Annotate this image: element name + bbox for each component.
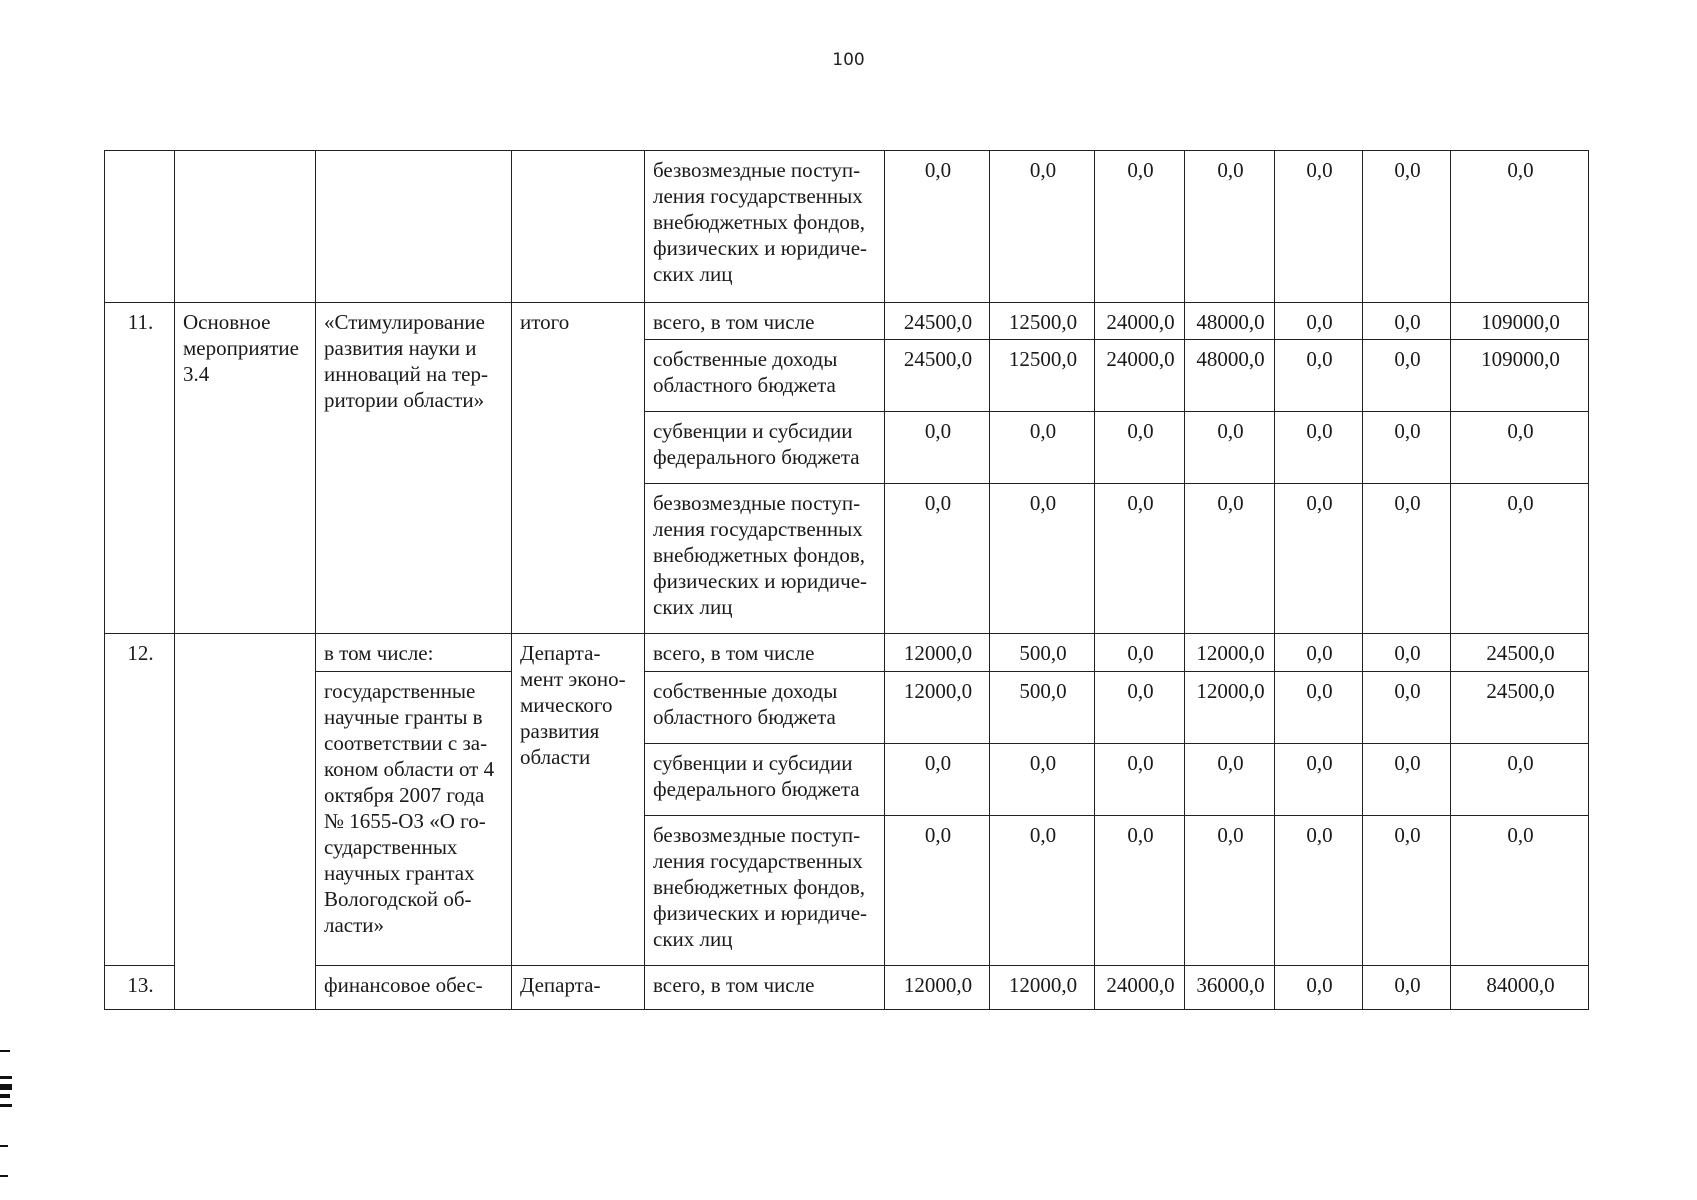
table-row-13 <box>105 966 1589 1010</box>
cell-value: 0,0 <box>1363 412 1451 484</box>
cell-value: 0,0 <box>1363 303 1451 340</box>
cell-value: 0,0 <box>1363 816 1451 966</box>
cell-value-total: 0,0 <box>1451 412 1589 484</box>
cell-value-total: 0,0 <box>1451 484 1589 634</box>
cell-value: 0,0 <box>1095 816 1185 966</box>
cell-value: 0,0 <box>885 816 990 966</box>
cell-value: 24500,0 <box>885 303 990 340</box>
cell-name: «Стимулирование развития науки и инноваций на тер- ритории области» <box>316 303 512 634</box>
cell-source-label: субвенции и субсидии федерального бюджета <box>645 412 885 484</box>
cell-num: 12. <box>105 634 175 966</box>
table-row-12 <box>105 634 1589 672</box>
cell-source-label: безвозмездные поступ- ления государственных внебюджетных фондов, физических и юридиче- ских лиц <box>645 816 885 966</box>
table-row-12-own-income <box>105 672 1589 744</box>
cell-value: 0,0 <box>885 151 990 303</box>
cell-value: 0,0 <box>990 412 1095 484</box>
cell-value: 12500,0 <box>990 340 1095 412</box>
cell-name: государственные научные гранты в соответствии с за- коном области от 4 октября 2007 года № 1655-ОЗ «О го- сударственных научных грантах Вологодской об- ласти» <box>316 672 512 966</box>
cell-source-label: субвенции и субсидии федерального бюджета <box>645 744 885 816</box>
cell-value-total: 24500,0 <box>1451 672 1589 744</box>
cell-value: 12000,0 <box>885 966 990 1010</box>
cell-value: 24000,0 <box>1095 966 1185 1010</box>
cell-value: 12500,0 <box>990 303 1095 340</box>
cell-value: 0,0 <box>1095 412 1185 484</box>
cell-value-total: 0,0 <box>1451 744 1589 816</box>
cell-value: 24500,0 <box>885 340 990 412</box>
cell-source-label: безвозмездные поступ- ления государственных внебюджетных фондов, физических и юридиче- ских лиц <box>645 484 885 634</box>
cell-executor: Департа- мент эконо- мического развития области <box>512 634 645 966</box>
cell-value: 0,0 <box>1363 966 1451 1010</box>
cell-executor: итого <box>512 303 645 634</box>
cell-value: 0,0 <box>1363 151 1451 303</box>
cell-value: 0,0 <box>1363 672 1451 744</box>
cell-value: 0,0 <box>885 484 990 634</box>
cell-source-label: всего, в том числе <box>645 634 885 672</box>
cell-value: 0,0 <box>1275 634 1363 672</box>
cell-value: 12000,0 <box>1185 672 1275 744</box>
cell-value: 0,0 <box>1275 966 1363 1010</box>
cell-source-label: всего, в том числе <box>645 966 885 1010</box>
cell-value: 0,0 <box>1363 484 1451 634</box>
cell-value: 0,0 <box>1185 816 1275 966</box>
cell-num: 11. <box>105 303 175 634</box>
cell-value: 0,0 <box>1275 303 1363 340</box>
cell-value: 0,0 <box>885 744 990 816</box>
cell-value: 0,0 <box>1095 744 1185 816</box>
page-number: 100 <box>832 50 865 70</box>
cell-value: 24000,0 <box>1095 340 1185 412</box>
cell-executor <box>512 151 645 303</box>
cell-value: 500,0 <box>990 634 1095 672</box>
cell-value: 0,0 <box>1185 484 1275 634</box>
cell-value: 0,0 <box>1095 672 1185 744</box>
cell-source-label: собственные доходы областного бюджета <box>645 340 885 412</box>
cell-value: 0,0 <box>1185 412 1275 484</box>
cell-value: 0,0 <box>1275 672 1363 744</box>
cell-name <box>316 151 512 303</box>
cell-value-total: 109000,0 <box>1451 340 1589 412</box>
cell-value: 12000,0 <box>885 672 990 744</box>
cell-value: 0,0 <box>1185 744 1275 816</box>
cell-value: 36000,0 <box>1185 966 1275 1010</box>
cell-value: 0,0 <box>1275 151 1363 303</box>
cell-value: 0,0 <box>990 816 1095 966</box>
cell-value: 48000,0 <box>1185 303 1275 340</box>
cell-value: 0,0 <box>1095 484 1185 634</box>
cell-value: 0,0 <box>1095 151 1185 303</box>
cell-value: 0,0 <box>1275 816 1363 966</box>
cell-num <box>105 151 175 303</box>
cell-value-total: 24500,0 <box>1451 634 1589 672</box>
table-row-11 <box>105 303 1589 340</box>
cell-value: 500,0 <box>990 672 1095 744</box>
cell-status: Основное мероприятие 3.4 <box>175 303 316 634</box>
cell-name: финансовое обес- <box>316 966 512 1010</box>
cell-value: 0,0 <box>1275 340 1363 412</box>
cell-executor: Департа- <box>512 966 645 1010</box>
cell-source-label: собственные доходы областного бюджета <box>645 672 885 744</box>
cell-value: 12000,0 <box>1185 634 1275 672</box>
cell-value: 0,0 <box>990 484 1095 634</box>
cell-value: 0,0 <box>1185 151 1275 303</box>
cell-num: 13. <box>105 966 175 1010</box>
cell-value: 12000,0 <box>990 966 1095 1010</box>
cell-value-total: 84000,0 <box>1451 966 1589 1010</box>
cell-source-label: всего, в том числе <box>645 303 885 340</box>
cell-status <box>175 634 316 1010</box>
cell-value: 0,0 <box>885 412 990 484</box>
budget-table <box>104 150 1589 1010</box>
cell-value: 0,0 <box>1275 412 1363 484</box>
cell-value-total: 109000,0 <box>1451 303 1589 340</box>
scan-edge-marks <box>0 1050 12 1190</box>
cell-value: 0,0 <box>1095 634 1185 672</box>
cell-value: 12000,0 <box>885 634 990 672</box>
cell-value: 24000,0 <box>1095 303 1185 340</box>
cell-value-total: 0,0 <box>1451 816 1589 966</box>
cell-value: 0,0 <box>1275 484 1363 634</box>
cell-name-header: в том числе: <box>316 634 512 672</box>
cell-value: 0,0 <box>990 744 1095 816</box>
cell-value: 0,0 <box>1363 634 1451 672</box>
cell-value: 0,0 <box>1363 340 1451 412</box>
cell-value: 48000,0 <box>1185 340 1275 412</box>
cell-value: 0,0 <box>990 151 1095 303</box>
table-row-continuation <box>105 151 1589 303</box>
cell-value: 0,0 <box>1363 744 1451 816</box>
cell-value-total: 0,0 <box>1451 151 1589 303</box>
cell-source-label: безвозмездные поступ- ления государственных внебюджетных фондов, физических и юридиче- ских лиц <box>645 151 885 303</box>
cell-status <box>175 151 316 303</box>
cell-value: 0,0 <box>1275 744 1363 816</box>
